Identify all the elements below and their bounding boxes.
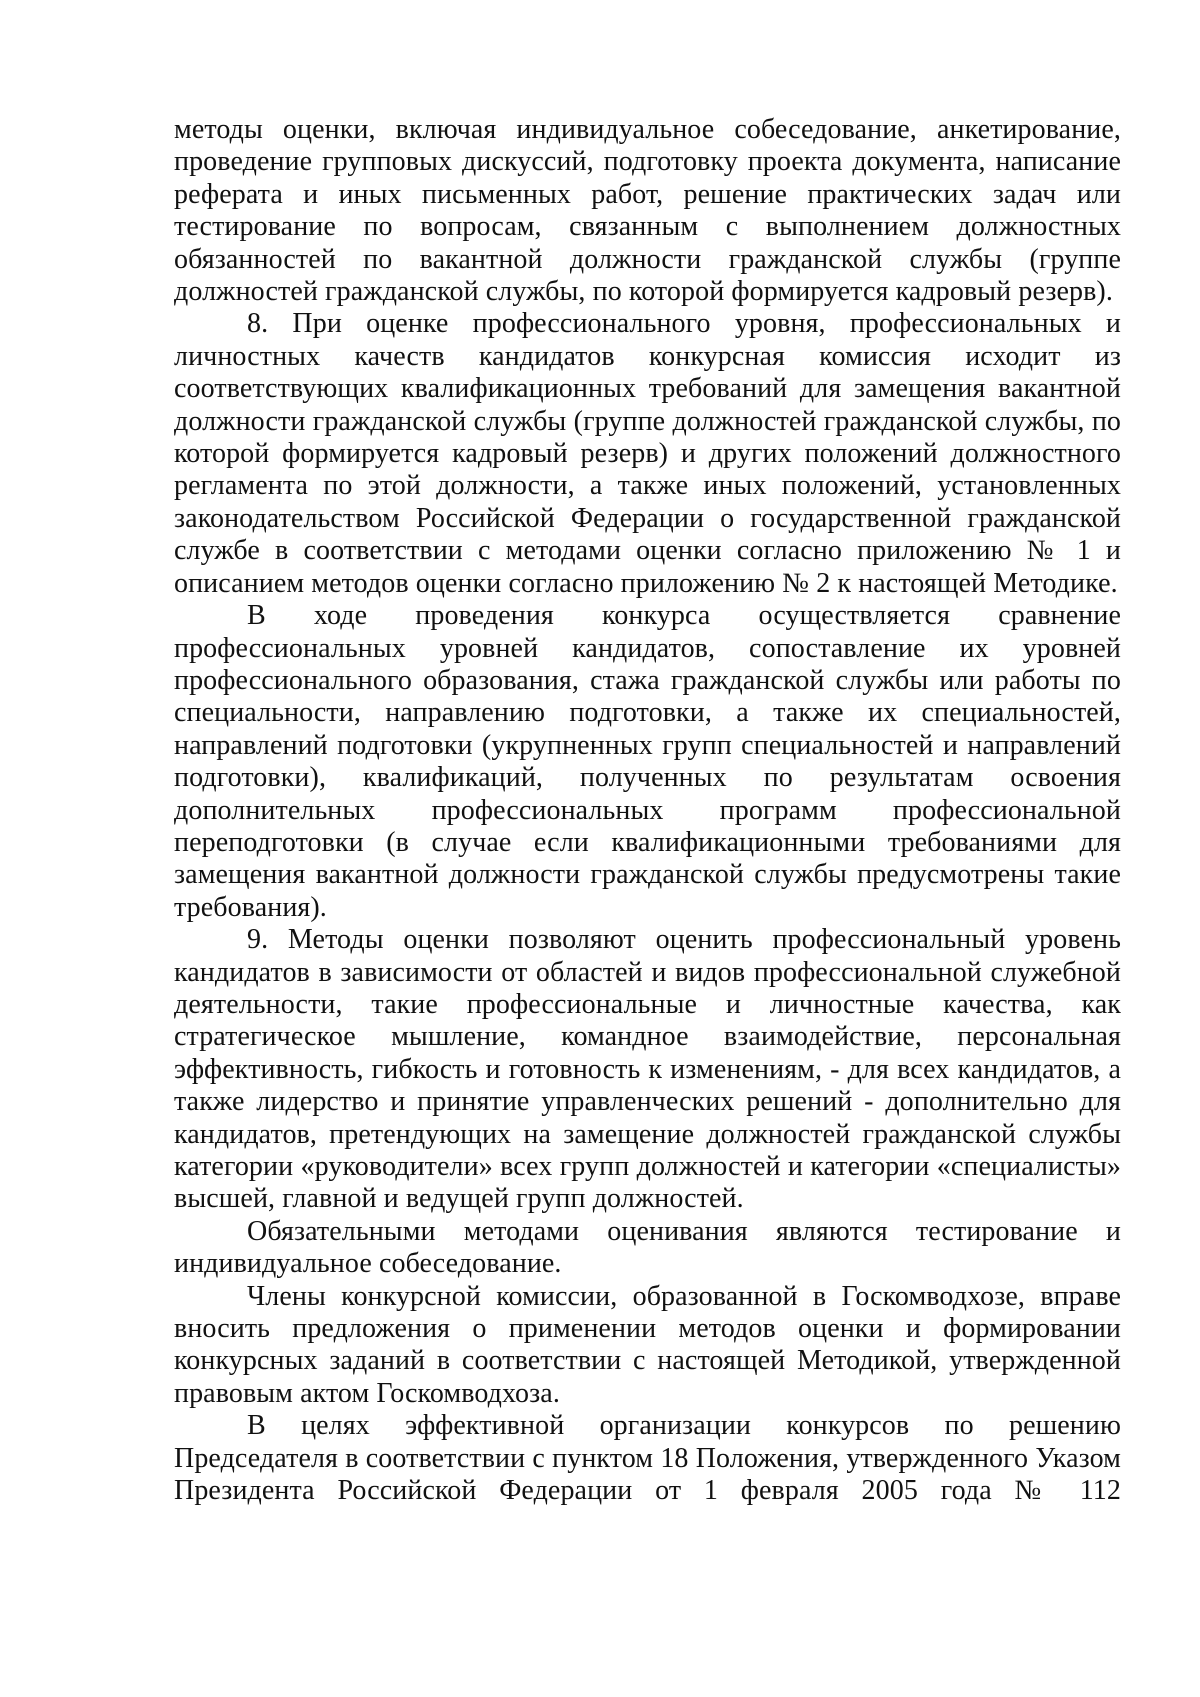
paragraph-commission-members: Члены конкурсной комиссии, образованной в Госкомводхозе, вправе вносить предложения о применении методов оценки и формировании конкурсных заданий в соответствии с настоящей Методикой, утвержденной правовым актом Госкомводхоза.	[174, 1280, 1121, 1409]
paragraph-mandatory-methods: Обязательными методами оценивания являются тестирование и индивидуальное собеседование.	[174, 1215, 1121, 1280]
paragraph-competition-organization: В целях эффективной организации конкурсов по решению Председателя в соответствии с пунктом 18 Положения, утвержденного Указом Президента Российской Федерации от 1 февраля 2005 года № 112	[174, 1410, 1121, 1507]
paragraph-competition-comparison: В ходе проведения конкурса осуществляется сравнение профессиональных уровней кандидатов, сопоставление их уровней профессионального образования, стажа гражданской службы или работы по специальности, направлению подготовки, а также их специальностей, направлений подготовки (укрупненных групп специальностей и направлений подготовки), квалификаций, полученных по результатам освоения дополнительных профессиональных программ профессиональной переподготовки (в случае если квалификационными требованиями для замещения вакантной должности гражданской службы предусмотрены такие требования).	[174, 600, 1121, 923]
paragraph-assessment-methods-continued: методы оценки, включая индивидуальное собеседование, анкетирование, проведение групповых дискуссий, подготовку проекта документа, написание реферата и иных письменных работ, решение практических задач или тестирование по вопросам, связанным с выполнением должностных обязанностей по вакантной должности гражданской службы (группе должностей гражданской службы, по которой формируется кадровый резерв).	[174, 114, 1121, 308]
paragraph-item-8: 8. При оценке профессионального уровня, профессиональных и личностных качеств кандидатов конкурсная комиссия исходит из соответствующих квалификационных требований для замещения вакантной должности гражданской службы (группе должностей гражданской службы, по которой формируется кадровый резерв) и других положений должностного регламента по этой должности, а также иных положений, установленных законодательством Российской Федерации о государственной гражданской службе в соответствии с методами оценки согласно приложению № 1 и описанием методов оценки согласно приложению № 2 к настоящей Методике.	[174, 308, 1121, 599]
paragraph-item-9: 9. Методы оценки позволяют оценить профессиональный уровень кандидатов в зависимости от областей и видов профессиональной служебной деятельности, такие профессиональные и личностные качества, как стратегическое мышление, командное взаимодействие, персональная эффективность, гибкость и готовность к изменениям, - для всех кандидатов, а также лидерство и принятие управленческих решений - дополнительно для кандидатов, претендующих на замещение должностей гражданской службы категории «руководители» всех групп должностей и категории «специалисты» высшей, главной и ведущей групп должностей.	[174, 924, 1121, 1215]
document-page	[174, 114, 1121, 1507]
